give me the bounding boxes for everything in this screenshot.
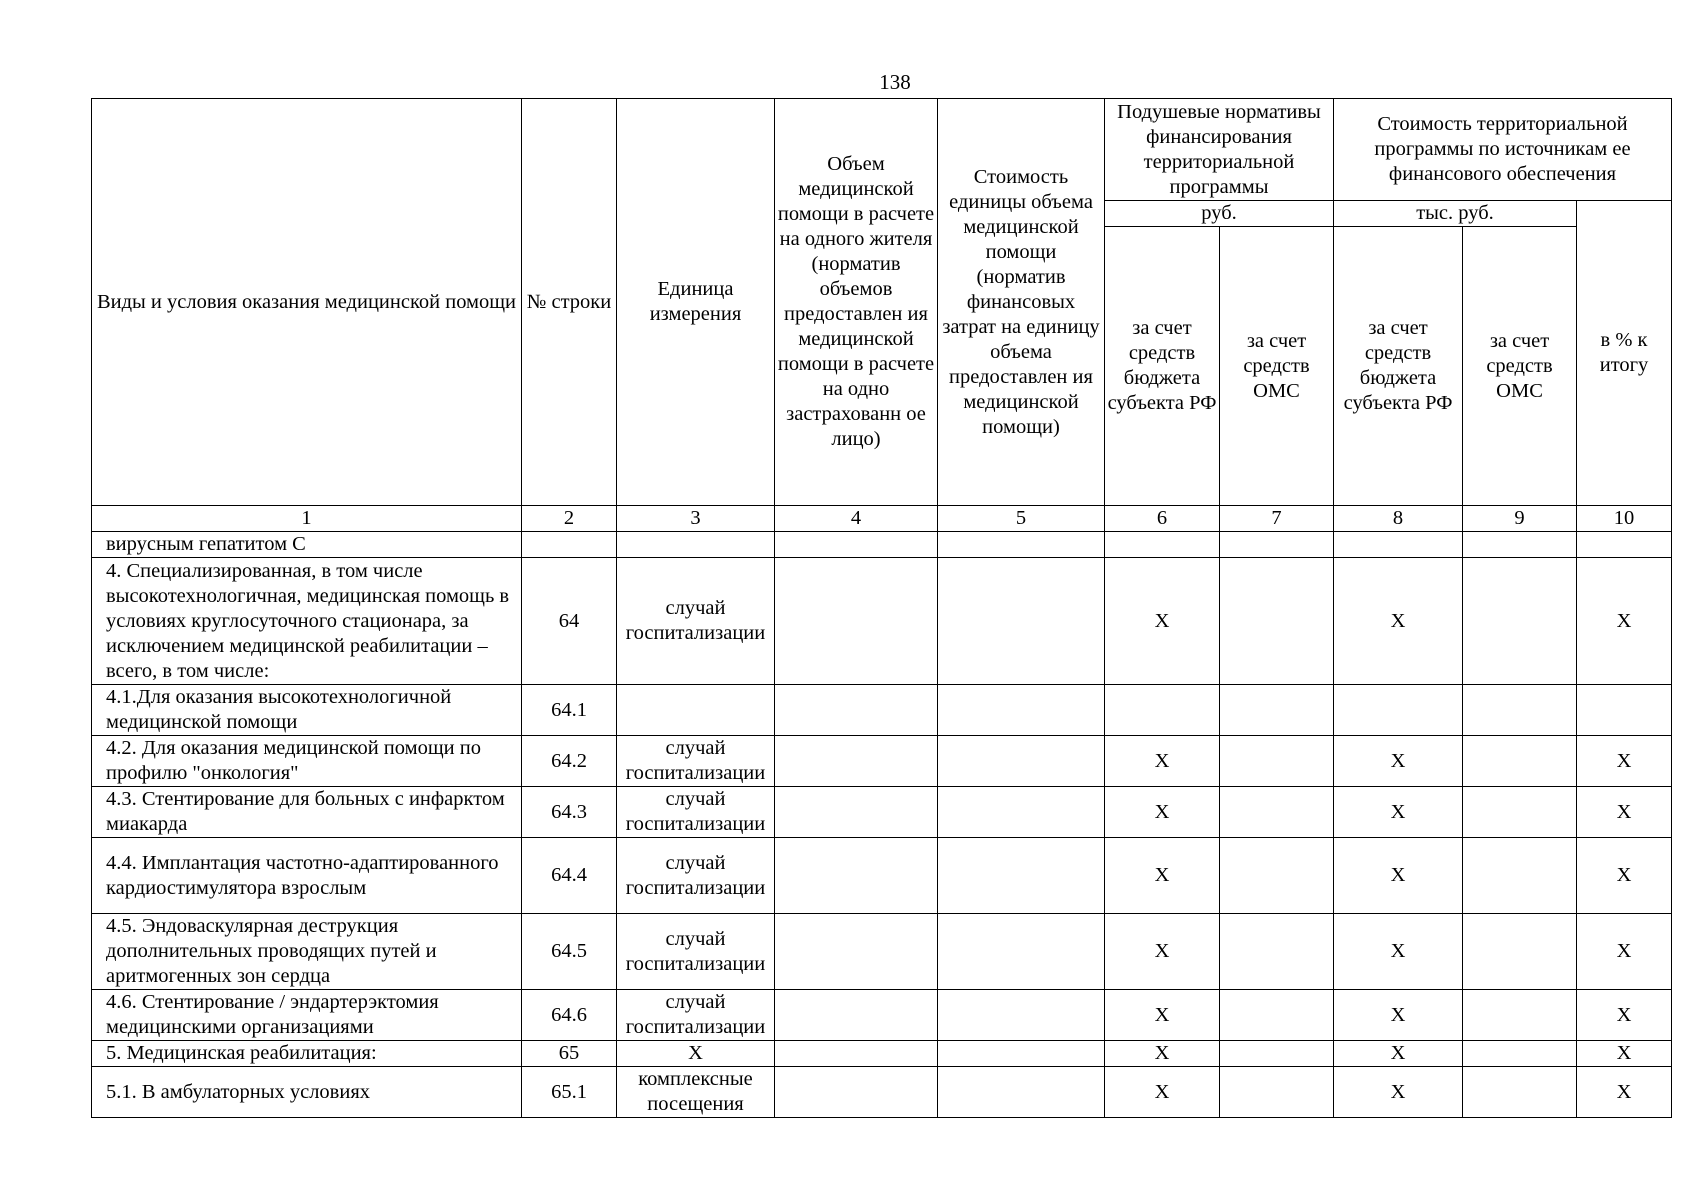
table-row (92, 558, 1672, 685)
row-cost-budget: X (1334, 558, 1463, 685)
row-percent-total: X (1577, 1041, 1672, 1067)
row-cost-oms (1463, 838, 1577, 914)
row-cost-budget: X (1334, 990, 1463, 1041)
row-percapita-budget: X (1105, 914, 1220, 990)
header-kinds-conditions: Виды и условия оказания медицинской помощи (92, 99, 522, 506)
row-unit: X (617, 1041, 775, 1067)
row-unit-cost (938, 990, 1105, 1041)
row-unit-cost (938, 838, 1105, 914)
row-unit (617, 532, 775, 558)
row-unit-cost (938, 532, 1105, 558)
row-cost-oms (1463, 736, 1577, 787)
table-row (92, 787, 1672, 838)
row-volume (775, 990, 938, 1041)
row-cost-budget: X (1334, 838, 1463, 914)
row-volume (775, 558, 938, 685)
table-row (92, 914, 1672, 990)
row-cost-oms (1463, 787, 1577, 838)
row-percent-total: X (1577, 1067, 1672, 1118)
row-volume (775, 532, 938, 558)
row-percapita-budget (1105, 685, 1220, 736)
header-unit-rub: руб. (1105, 201, 1334, 227)
table-row (92, 736, 1672, 787)
table-row (92, 1041, 1672, 1067)
header-program-cost-group: Стоимость территориальной программы по источникам ее финансового обеспечения (1334, 99, 1672, 201)
row-percapita-oms (1220, 1067, 1334, 1118)
header-unit-of-measure: Единица измерения (617, 99, 775, 506)
row-percapita-budget: X (1105, 736, 1220, 787)
row-percent-total: X (1577, 787, 1672, 838)
table-row (92, 1067, 1672, 1118)
row-unit-cost (938, 914, 1105, 990)
row-cost-budget: X (1334, 1041, 1463, 1067)
row-line-number: 64 (522, 558, 617, 685)
row-cost-oms (1463, 558, 1577, 685)
column-number: 5 (938, 506, 1105, 532)
header-unit-cost: Стоимость единицы объема медицинской помощи (норматив финансовых затрат на единицу объема предоставлен ия медицинской помощи) (938, 99, 1105, 506)
column-number: 7 (1220, 506, 1334, 532)
row-cost-budget: X (1334, 736, 1463, 787)
row-percapita-budget: X (1105, 558, 1220, 685)
row-line-number: 64.2 (522, 736, 617, 787)
row-unit (617, 685, 775, 736)
row-volume (775, 736, 938, 787)
row-percent-total: X (1577, 558, 1672, 685)
header-unit-thousand-rub: тыс. руб. (1334, 201, 1577, 227)
row-unit: комплексные посещения (617, 1067, 775, 1118)
header-cost-oms: за счет средств ОМС (1463, 227, 1577, 506)
row-percapita-budget (1105, 532, 1220, 558)
row-line-number: 64.3 (522, 787, 617, 838)
table-row (92, 990, 1672, 1041)
row-percent-total: X (1577, 990, 1672, 1041)
header-volume-per-resident: Объем медицинской помощи в расчете на одного жителя (норматив объемов предоставлен ия медицинской помощи в расчете на одно застрахованн ое лицо) (775, 99, 938, 506)
header-percent-of-total: в % к итогу (1577, 201, 1672, 506)
page-number: 138 (879, 70, 911, 94)
row-volume (775, 838, 938, 914)
row-percent-total: X (1577, 838, 1672, 914)
row-unit: случай госпитализации (617, 736, 775, 787)
row-unit-cost (938, 736, 1105, 787)
header-percapita-group: Подушевые нормативы финансирования территориальной программы (1105, 99, 1334, 201)
row-cost-oms (1463, 914, 1577, 990)
row-line-number: 65 (522, 1041, 617, 1067)
financing-table (91, 98, 1672, 1118)
row-percapita-oms (1220, 914, 1334, 990)
row-name: 4.5. Эндоваскулярная деструкция дополнительных проводящих путей и аритмогенных зон сердца (92, 914, 522, 990)
row-percent-total (1577, 532, 1672, 558)
row-name: 4.2. Для оказания медицинской помощи по профилю "онкология" (92, 736, 522, 787)
row-percapita-budget: X (1105, 787, 1220, 838)
row-unit: случай госпитализации (617, 838, 775, 914)
row-percapita-oms (1220, 838, 1334, 914)
row-unit-cost (938, 1067, 1105, 1118)
row-percapita-oms (1220, 736, 1334, 787)
row-volume (775, 1041, 938, 1067)
row-unit-cost (938, 787, 1105, 838)
row-unit: случай госпитализации (617, 990, 775, 1041)
column-number: 10 (1577, 506, 1672, 532)
header-cost-regional-budget: за счет средств бюджета субъекта РФ (1334, 227, 1463, 506)
row-percapita-budget: X (1105, 1041, 1220, 1067)
row-cost-budget: X (1334, 1067, 1463, 1118)
row-unit-cost (938, 1041, 1105, 1067)
row-volume (775, 787, 938, 838)
row-line-number: 64.5 (522, 914, 617, 990)
row-cost-budget: X (1334, 914, 1463, 990)
row-name: вирусным гепатитом С (92, 532, 522, 558)
row-cost-oms (1463, 532, 1577, 558)
row-name: 4.3. Стентирование для больных с инфарктом миакарда (92, 787, 522, 838)
row-unit: случай госпитализации (617, 787, 775, 838)
row-line-number: 65.1 (522, 1067, 617, 1118)
row-volume (775, 914, 938, 990)
row-line-number: 64.1 (522, 685, 617, 736)
header-percapita-oms: за счет средств ОМС (1220, 227, 1334, 506)
row-percapita-oms (1220, 990, 1334, 1041)
row-cost-oms (1463, 685, 1577, 736)
row-name: 5.1. В амбулаторных условиях (92, 1067, 522, 1118)
column-number: 6 (1105, 506, 1220, 532)
row-name: 4.4. Имплантация частотно-адаптированного кардиостимулятора взрослым (92, 838, 522, 914)
column-number: 3 (617, 506, 775, 532)
row-unit-cost (938, 685, 1105, 736)
row-cost-budget (1334, 532, 1463, 558)
row-line-number (522, 532, 617, 558)
row-name: 4.6. Стентирование / эндартерэктомия медицинскими организациями (92, 990, 522, 1041)
row-unit: случай госпитализации (617, 558, 775, 685)
row-percent-total: X (1577, 914, 1672, 990)
row-name: 5. Медицинская реабилитация: (92, 1041, 522, 1067)
row-volume (775, 685, 938, 736)
row-percapita-budget: X (1105, 1067, 1220, 1118)
table-row (92, 838, 1672, 914)
row-cost-oms (1463, 1041, 1577, 1067)
row-percent-total: X (1577, 736, 1672, 787)
row-cost-budget (1334, 685, 1463, 736)
header-percapita-regional-budget: за счет средств бюджета субъекта РФ (1105, 227, 1220, 506)
row-percapita-oms (1220, 558, 1334, 685)
table-row (92, 532, 1672, 558)
row-percapita-oms (1220, 685, 1334, 736)
column-number: 9 (1463, 506, 1577, 532)
row-unit: случай госпитализации (617, 914, 775, 990)
row-name: 4. Специализированная, в том числе высокотехнологичная, медицинская помощь в условиях круглосуточного стационара, за исключением медицинской реабилитации – всего, в том числе: (92, 558, 522, 685)
row-line-number: 64.4 (522, 838, 617, 914)
column-number: 2 (522, 506, 617, 532)
row-percapita-oms (1220, 787, 1334, 838)
row-percapita-budget: X (1105, 990, 1220, 1041)
column-number: 4 (775, 506, 938, 532)
row-percent-total (1577, 685, 1672, 736)
header-line-number: № строки (522, 99, 617, 506)
row-name: 4.1.Для оказания высокотехнологичной медицинской помощи (92, 685, 522, 736)
row-percapita-oms (1220, 532, 1334, 558)
row-percapita-oms (1220, 1041, 1334, 1067)
column-number: 8 (1334, 506, 1463, 532)
row-cost-budget: X (1334, 787, 1463, 838)
row-volume (775, 1067, 938, 1118)
row-unit-cost (938, 558, 1105, 685)
row-line-number: 64.6 (522, 990, 617, 1041)
row-percapita-budget: X (1105, 838, 1220, 914)
column-number: 1 (92, 506, 522, 532)
row-cost-oms (1463, 990, 1577, 1041)
column-number-row (92, 506, 1672, 532)
table-row (92, 685, 1672, 736)
row-cost-oms (1463, 1067, 1577, 1118)
